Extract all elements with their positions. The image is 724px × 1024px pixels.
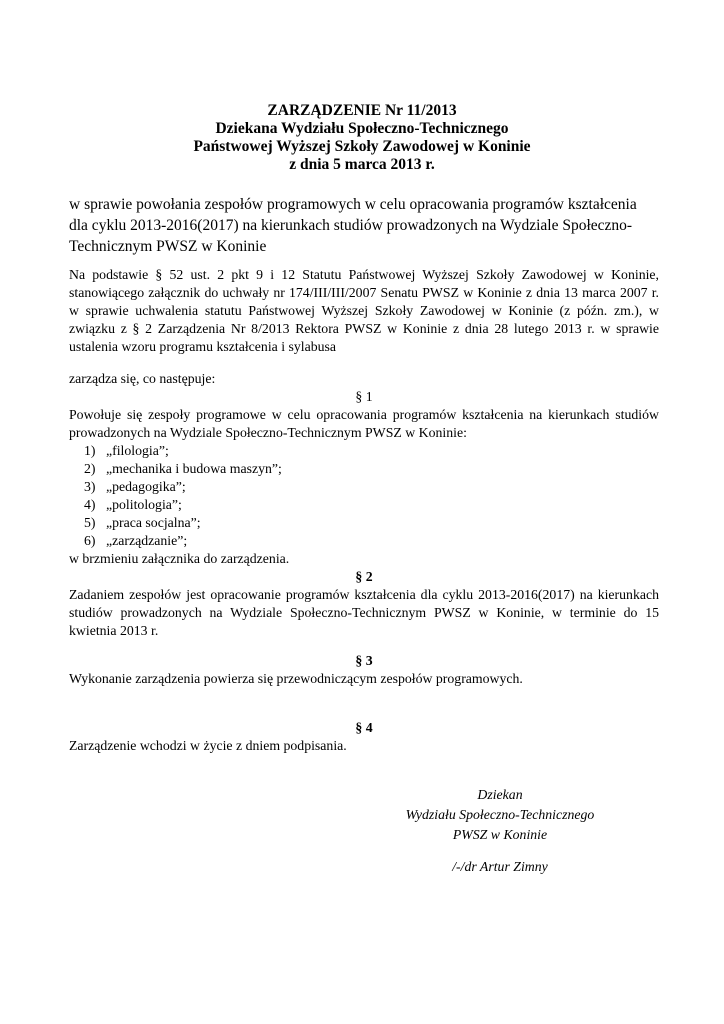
signature-name: /-/dr Artur Zimny: [452, 859, 548, 874]
list-item: [84, 514, 659, 532]
list-item-number: 2): [84, 461, 96, 476]
section-3: [69, 652, 659, 688]
section-4-text: Zarządzenie wchodzi w życie z dniem podpisania.: [69, 738, 347, 753]
section-3-heading: § 3: [355, 653, 373, 668]
header-institution: Państwowej Wyższej Szkoły Zawodowej w Koninie: [193, 138, 531, 155]
list-item: [84, 532, 659, 550]
decree-line: zarządza się, co następuje:: [69, 371, 216, 386]
list-item-text: „mechanika i budowa maszyn”;: [106, 461, 282, 476]
list-item-number: 6): [84, 533, 96, 548]
list-item: [84, 442, 659, 460]
section-2: [69, 568, 659, 640]
signature-title: Dziekan: [477, 787, 523, 802]
list-item-number: 5): [84, 515, 96, 530]
header-title: ZARZĄDZENIE Nr 11/2013: [267, 102, 457, 119]
section-2-text: Zadaniem zespołów jest opracowanie programów kształcenia dla cyklu 2013-2016(2017) na kierunkach studiów prowadzonych na Wydziale Społeczno-Technicznym PWSZ w Koninie, w terminie do 15 kwietnia 2013 r.: [69, 587, 659, 638]
list-item: [84, 496, 659, 514]
list-item-text: „filologia”;: [106, 443, 169, 458]
section-1: [69, 370, 659, 568]
list-item-number: 3): [84, 479, 96, 494]
program-list: [69, 442, 659, 550]
list-item: [84, 460, 659, 478]
signature-block: [390, 785, 610, 877]
section-1-intro: Powołuje się zespoły programowe w celu opracowania programów kształcenia na kierunkach studiów prowadzonych na Wydziale Społeczno-Technicznym PWSZ w Koninie:: [69, 407, 659, 440]
list-item-text: „praca socjalna”;: [106, 515, 201, 530]
section-3-text: Wykonanie zarządzenia powierza się przewodniczącym zespołów programowych.: [69, 671, 523, 686]
legal-basis-paragraph: Na podstawie § 52 ust. 2 pkt 9 i 12 Statutu Państwowej Wyższej Szkoły Zawodowej w Koninie, stanowiącego załącznik do uchwały nr 174/III/III/2007 Senatu PWSZ w Koninie z dnia 13 marca 2007 r. w sprawie uchwalenia statutu Państwowej Wyższej Szkoły Zawodowej w Koninie (z późn. zm.), w związku z § 2 Zarządzenia Nr 8/2013 Rektora PWSZ w Koninie z dnia 28 lutego 2013 r. w sprawie ustalenia wzoru programu kształcenia i sylabusa: [69, 267, 659, 354]
section-2-heading: § 2: [355, 569, 373, 584]
signature-faculty: Wydziału Społeczno-Technicznego: [405, 807, 595, 822]
list-item-number: 4): [84, 497, 96, 512]
list-item-number: 1): [84, 443, 96, 458]
subject-paragraph: w sprawie powołania zespołów programowych w celu opracowania programów kształcenia dla cyklu 2013-2016(2017) na kierunkach studiów prowadzonych na Wydziale Społeczno-Technicznym PWSZ w Koninie: [69, 196, 637, 255]
section-4-heading: § 4: [355, 720, 373, 735]
signature-institution: PWSZ w Koninie: [452, 827, 548, 842]
document-header: [0, 102, 724, 174]
section-4: [69, 719, 659, 755]
section-1-heading: § 1: [355, 389, 373, 404]
list-item-text: „zarządzanie”;: [106, 533, 188, 548]
header-date: z dnia 5 marca 2013 r.: [289, 156, 435, 173]
section-1-outro: w brzmieniu załącznika do zarządzenia.: [69, 551, 290, 566]
list-item-text: „pedagogika”;: [106, 479, 186, 494]
list-item-text: „politologia”;: [106, 497, 182, 512]
header-issuer: Dziekana Wydziału Społeczno-Technicznego: [215, 120, 509, 137]
list-item: [84, 478, 659, 496]
